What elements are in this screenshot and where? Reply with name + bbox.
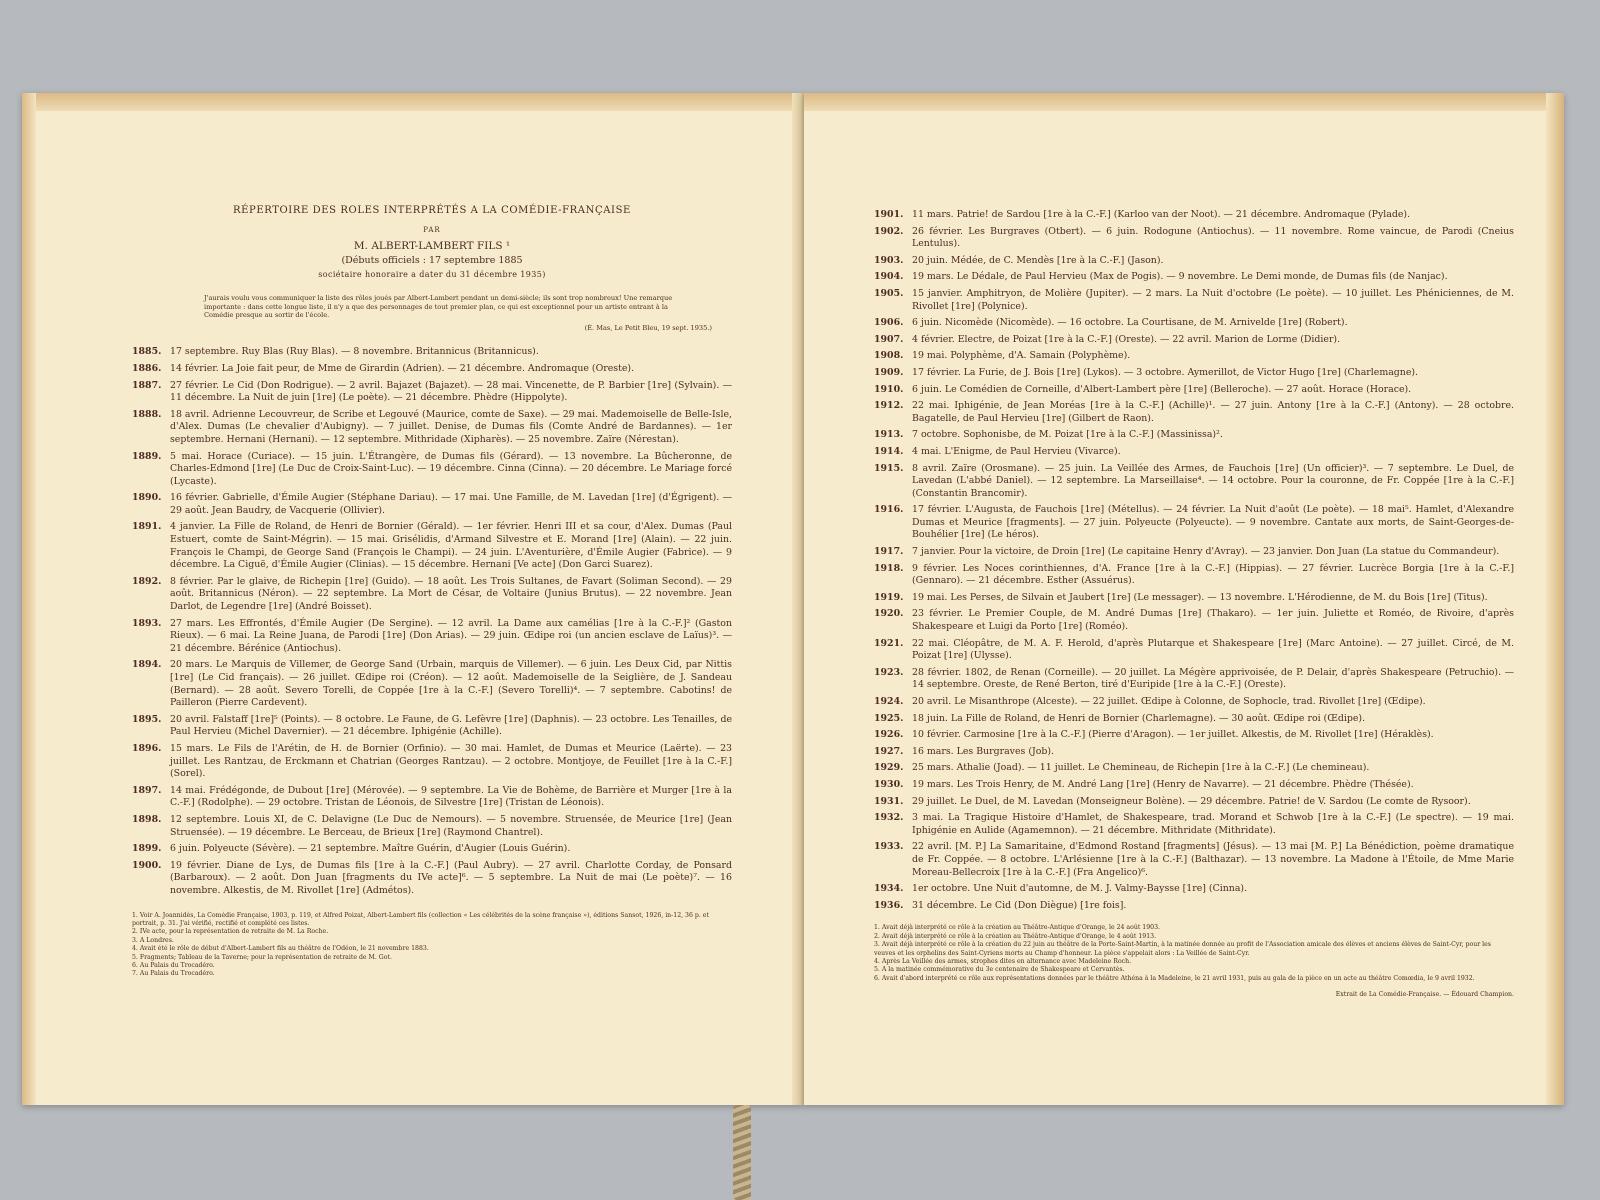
entry-year: 1886. bbox=[132, 362, 162, 374]
year-entry bbox=[132, 843, 732, 856]
right-page-content bbox=[874, 209, 1514, 1008]
year-entry bbox=[874, 334, 1514, 347]
debut-line: (Débuts officiels : 17 septembre 1885 bbox=[341, 254, 523, 266]
entry-year: 1895. bbox=[132, 713, 162, 725]
page-title: RÉPERTOIRE DES ROLES INTERPRÉTÉS A LA COMÉDIE-FRANÇAISE bbox=[233, 205, 631, 216]
year-entry bbox=[874, 608, 1514, 633]
entry-text: 9 février. Les Noces corinthiennes, d'A. France [1re à la C.-F.] (Hippias). — 27 février. Lucrèce Borgia [1re à la C.-F.] (Gennaro). — 21 décembre. Esther (Assuérus). bbox=[912, 562, 1514, 587]
year-entry bbox=[874, 779, 1514, 792]
entry-year: 1924. bbox=[874, 696, 904, 707]
entry-year: 1915. bbox=[874, 462, 904, 474]
entry-text: 4 janvier. La Fille de Roland, de Henri de Bornier (Gérald). — 1er février. Henri III et sa cour, d'Alex. Dumas (Paul Estuert, comte de Saint-Mégrin). — 15 mai. Grisélidis, d'Armand Silvestre et E. Morand [1re] (Alain). — 22 juin. François le Champi, de George Sand (François le Champi). — 24 juin. L'Aventurière, d'Émile Augier (Fabrice). — 9 décembre. La Ciguë, d'Émile Augier (Clinias). — 15 décembre. Hernani [Ve acte] (Don Garci Suarez). bbox=[170, 521, 732, 571]
entry-year: 1903. bbox=[874, 254, 904, 266]
year-entry bbox=[132, 714, 732, 739]
epigraph-quote: J'aurais voulu vous communiquer la liste des rôles joués par Albert-Lambert pendant un demi-siècle; ils sont trop nombreux! Une remarque importante : dans cette longue liste, il n'y a que des personnages de tout premier plan, ce qui est exceptionnel pour un artiste entrant à la Comédie presque au sortir de l'école. bbox=[204, 293, 673, 320]
entry-text: 18 avril. Adrienne Lecouvreur, de Scribe et Legouvé (Maurice, comte de Saxe). — 29 mai. Mademoiselle de Belle-Isle, d'Alex. Dumas (Le chevalier d'Aubigny). — 7 juillet. Denise, de Dumas fils (Comte André de Bardannes). — 1er septembre. Hernani (Hernani). — 12 septembre. Mithridade (Xipharès). — 25 novembre. Zaïre (Nérestan). bbox=[170, 408, 732, 445]
entry-text: 4 mai. L'Enigme, de Paul Hervieu (Vivarce). bbox=[912, 445, 1121, 457]
year-entry bbox=[132, 576, 732, 614]
entry-text: 31 décembre. Le Cid (Don Diègue) [1re fois]. bbox=[912, 899, 1127, 911]
footnote: 6. Avait d'abord interprété ce rôle aux représentations données par le théâtre Athéna à la Madeleine, le 21 avril 1931, puis au gala de la pièce en un acte au théâtre Comœdia, le 9 avril 1932. bbox=[874, 974, 1475, 982]
entry-text: 11 mars. Patrie! de Sardou [1re à la C.-F.] (Karloo van der Noot). — 21 décembre. Andromaque (Pylade). bbox=[912, 209, 1411, 220]
footnote: 2. IVe acte, pour la représentation de retraite de M. La Roche. bbox=[132, 928, 329, 936]
entry-text: 3 mai. La Tragique Histoire d'Hamlet, de Shakespeare, trad. Morand et Schwob [1re à la C.-F.] (Le spectre). — 19 mai. Iphigénie en Aulide (Agamemnon). — 21 décembre. Mithridate (Mithridate). bbox=[912, 812, 1514, 836]
entry-year: 1885. bbox=[132, 346, 162, 358]
entry-text: 15 mars. Le Fils de l'Arétin, de H. de Bornier (Orfinio). — 30 mai. Hamlet, de Dumas et Meurice (Laërte). — 23 juillet. Les Rantzau, de Erckmann et Chatrian (Georges Rantzau). — 2 octobre. Montjoye, de Feuillet [1re à la C.-F.] (Sorel). bbox=[170, 742, 732, 780]
year-entry bbox=[874, 883, 1514, 896]
entry-year: 1916. bbox=[874, 504, 904, 516]
year-entry bbox=[132, 785, 732, 810]
entry-text: 27 mars. Les Effrontés, d'Émile Augier (De Sergine). — 12 avril. La Dame aux camélias [1re à la C.-F.]² (Gaston Rieux). — 6 mai. La Reine Juana, de Parodi [1re] (Don Arias). — 29 juin. Œdipe roi (un ancien esclave de Laïus)³. — 21 décembre. Bérénice (Antiochus). bbox=[170, 617, 732, 654]
entry-year: 1899. bbox=[132, 843, 162, 855]
entry-year: 1919. bbox=[874, 591, 904, 603]
left-entry-list bbox=[132, 346, 732, 897]
entry-text: 16 février. Gabrielle, d'Émile Augier (Stéphane Dariau). — 17 mai. Une Famille, de M. Lavedan [1re] (d'Égrigent). — 29 août. Jean Baudry, de Vacquerie (Ollivier). bbox=[170, 492, 732, 516]
entry-text: 18 juin. La Fille de Roland, de Henri de Bornier (Charlemagne). — 30 août. Œdipe roi (Œdipe). bbox=[912, 712, 1366, 724]
entry-text: 19 mars. Les Trois Henry, de M. André Lang [1re] (Henry de Navarre). — 21 décembre. Phèdre (Thésée). bbox=[912, 778, 1414, 790]
year-entry bbox=[874, 841, 1514, 879]
bookmark-ribbon bbox=[733, 1105, 751, 1200]
entry-text: 12 septembre. Louis XI, de C. Delavigne (Le Duc de Nemours). — 5 novembre. Struensée, de Meurice [1re] (Jean Struensée). — 19 décembre. Le Berceau, de Brieux [1re] (Raymond Chantrel). bbox=[170, 813, 732, 838]
footnote: 1. Voir A. Joannidès, La Comédie Française, 1903, p. 119, et Alfred Poizat, Albert-Lambert fils (collection « Les célébrités de la scène française »), éditions Sansot, 1926, in-12, 36 p. et portrait, p. 31. J'ai vérifié, rectifié et complété ces listes. bbox=[132, 911, 709, 927]
source-credit: Extrait de La Comédie-Française. — Édouard Champion. bbox=[1335, 991, 1514, 999]
entry-text: 8 février. Par le glaive, de Richepin [1re] (Guido). — 18 août. Les Trois Sultanes, de Favart (Soliman Second). — 29 août. Britannicus (Néron). — 22 septembre. La Mort de César, de Voltaire (Junius Brutus). — 22 novembre. Jean Darlot, de Legendre [1re] (André Boisset). bbox=[170, 575, 732, 613]
entry-text: 19 mars. Le Dédale, de Paul Hervieu (Max de Pogis). — 9 novembre. Le Demi monde, de Dumas fils (de Nanjac). bbox=[912, 271, 1448, 283]
entry-text: 20 avril. Le Misanthrope (Alceste). — 22 juillet. Œdipe à Colonne, de Sophocle, trad. Rivollet [1re] (Œdipe). bbox=[912, 696, 1426, 707]
entry-year: 1906. bbox=[874, 317, 904, 329]
author-name: M. ALBERT-LAMBERT FILS ¹ bbox=[353, 240, 511, 253]
entry-text: 19 mai. Les Perses, de Silvain et Jaubert [1re] (Le messager). — 13 novembre. L'Hérodienne, de M. du Bois [1re] (Titus). bbox=[912, 591, 1488, 603]
page-edge-top bbox=[804, 93, 1564, 111]
entry-year: 1901. bbox=[874, 209, 904, 220]
footnote: 4. Après La Veillée des armes, strophes dites en alternance avec Madeleine Roch. bbox=[874, 957, 1132, 965]
entry-text: 19 février. Diane de Lys, de Dumas fils [1re à la C.-F.] (Paul Aubry). — 27 avril. Charlotte Corday, de Ponsard (Barbaroux). — 2 août. Don Juan [fragments du IVe acte]⁶. — 5 septembre. La Nuit de mai (Le poète)⁷. — 16 novembre. Alkestis, de M. Rivollet [1re] (Admétos). bbox=[170, 859, 732, 896]
year-entry bbox=[874, 255, 1514, 268]
left-page bbox=[22, 93, 803, 1105]
year-entry bbox=[132, 860, 732, 898]
year-entry bbox=[874, 796, 1514, 809]
year-entry bbox=[874, 900, 1514, 913]
year-entry bbox=[132, 380, 732, 405]
entry-text: 1er octobre. Une Nuit d'automne, de M. J. Valmy-Baysse [1re] (Cinna). bbox=[912, 883, 1248, 895]
right-entry-list bbox=[874, 209, 1514, 912]
right-page bbox=[804, 93, 1564, 1105]
page-edge-top bbox=[22, 93, 802, 111]
entry-text: 26 février. Les Burgraves (Otbert). — 6 juin. Rodogune (Antiochus). — 11 novembre. Rome vaincue, de Parodi (Cneius Lentulus). bbox=[912, 225, 1514, 250]
year-entry bbox=[874, 446, 1514, 459]
entry-text: 22 mai. Cléopâtre, de M. A. F. Herold, d'après Plutarque et Shakespeare [1re] (Marc Antoine). — 27 juillet. Circé, de M. Poizat [1re] (Ulysse). bbox=[912, 637, 1514, 662]
entry-year: 1920. bbox=[874, 608, 904, 620]
year-entry bbox=[874, 463, 1514, 501]
year-entry bbox=[132, 521, 732, 571]
footnote: 1. Avait déjà interprété ce rôle à la création au Théâtre-Antique d'Orange, le 24 août 1903. bbox=[874, 924, 1160, 932]
entry-year: 1898. bbox=[132, 813, 162, 825]
entry-year: 1889. bbox=[132, 450, 162, 462]
entry-year: 1910. bbox=[874, 383, 904, 395]
year-entry bbox=[874, 762, 1514, 775]
footnote: 4. Avait été le rôle de début d'Albert-Lambert fils au théâtre de l'Odéon, le 21 novembre 1883. bbox=[132, 945, 429, 953]
year-entry bbox=[874, 696, 1514, 709]
entry-text: 4 février. Electre, de Poizat [1re à la C.-F.] (Oreste). — 22 avril. Marion de Lorme (Didier). bbox=[912, 333, 1341, 345]
entry-year: 1918. bbox=[874, 562, 904, 574]
year-entry bbox=[132, 659, 732, 709]
year-entry bbox=[132, 409, 732, 447]
entry-year: 1934. bbox=[874, 883, 904, 895]
entry-text: 22 avril. [M. P.] La Samaritaine, d'Edmond Rostand [fragments] (Jésus). — 13 mai [M. P.] La Bénédiction, poème dramatique de Fr. Coppée. — 8 octobre. L'Arlésienne [1re à la C.-F.] (Balthazar). — 13 novembre. La Madone à l'Étoile, de Mme Marie Moreau-Bellecroix [1re à la C.-F.] (Fra Angelico)⁶. bbox=[912, 841, 1514, 878]
entry-text: 14 février. La Joie fait peur, de Mme de Girardin (Adrien). — 21 décembre. Andromaque (Oreste). bbox=[170, 362, 635, 374]
page-edge-right bbox=[1546, 93, 1564, 1105]
year-entry bbox=[874, 317, 1514, 330]
entry-text: 27 février. Le Cid (Don Rodrigue). — 2 avril. Bajazet (Bajazet). — 28 mai. Vincenette, de P. Barbier [1re] (Sylvain). — 11 décembre. La Nuit de juin [1re] (Le poète). — 21 décembre. Phèdre (Hippolyte). bbox=[170, 379, 732, 404]
entry-text: 19 mai. Polyphème, d'A. Samain (Polyphème). bbox=[912, 350, 1131, 362]
entry-text: 6 juin. Polyeucte (Sévère). — 21 septembre. Maître Guérin, d'Augier (Louis Guérin). bbox=[170, 843, 571, 855]
entry-year: 1913. bbox=[874, 429, 904, 441]
entry-year: 1927. bbox=[874, 745, 904, 757]
footnote: 2. Avait déjà interprété ce rôle à la création au Théâtre-Antique d'Orange, le 4 août 1913. bbox=[874, 932, 1157, 940]
entry-year: 1931. bbox=[874, 795, 904, 807]
entry-text: 15 janvier. Amphitryon, de Molière (Jupiter). — 2 mars. La Nuit d'octobre (Le poète). — 10 juillet. Les Phéniciennes, de M. Rivollet [1re] (Polynice). bbox=[912, 287, 1514, 312]
entry-year: 1891. bbox=[132, 521, 162, 533]
entry-year: 1923. bbox=[874, 666, 904, 678]
footnote: 7. Au Palais du Trocadéro. bbox=[132, 970, 215, 978]
entry-year: 1929. bbox=[874, 762, 904, 774]
year-entry bbox=[874, 592, 1514, 605]
entry-text: 7 octobre. Sophonisbe, de M. Poizat [1re à la C.-F.] (Massinissa)². bbox=[912, 429, 1223, 441]
right-footnotes bbox=[874, 924, 1514, 983]
footnote: 5. Fragments; Tableau de la Taverne; pour la représentation de retraite de M. Got. bbox=[132, 953, 392, 961]
entry-text: 23 février. Le Premier Couple, de M. André Dumas [1re] (Thakaro). — 1er juin. Juliette et Roméo, de Rivoire, d'après Shakespeare et Luigi da Porto [1re] (Roméo). bbox=[912, 608, 1514, 633]
entry-year: 1926. bbox=[874, 729, 904, 741]
footnote: 3. A Londres. bbox=[132, 936, 174, 944]
entry-year: 1930. bbox=[874, 778, 904, 790]
footnote: 3. Avait déjà interprété ce rôle à la création du 22 juin au théâtre de la Porte-Saint-Martin, à la matinée donnée au profit de l'Association amicale des élèves et anciens élèves de Saint-Cyr, pour les veuves et les orphelins des Saint-Cyriens morts au Champ d'honneur. La pièce s'appelait alors : La Veillée de Saint-Cyr. bbox=[874, 941, 1491, 957]
entry-text: 25 mars. Athalie (Joad). — 11 juillet. Le Chemineau, de Richepin [1re à la C.-F.] (Le chemineau). bbox=[912, 762, 1370, 774]
year-entry bbox=[874, 713, 1514, 726]
entry-year: 1887. bbox=[132, 379, 162, 391]
entry-year: 1902. bbox=[874, 225, 904, 237]
entry-text: 10 février. Carmosine [1re à la C.-F.] (Pierre d'Aragon). — 1er juillet. Alkestis, de M. Rivollet [1re] (Héraklès). bbox=[912, 729, 1434, 741]
year-entry bbox=[132, 618, 732, 656]
year-entry bbox=[874, 226, 1514, 251]
year-entry bbox=[874, 288, 1514, 313]
year-entry bbox=[132, 451, 732, 489]
entry-text: 29 juillet. Le Duel, de M. Lavedan (Monseigneur Bolène). — 29 décembre. Patrie! de V. Sardou (Le comte de Rysoor). bbox=[912, 795, 1471, 807]
entry-year: 1905. bbox=[874, 287, 904, 299]
entry-text: 17 février. La Furie, de J. Bois [1re] (Lykos). — 3 octobre. Aymerillot, de Victor Hugo [1re] (Charlemagne). bbox=[912, 366, 1419, 378]
entry-text: 5 mai. Horace (Curiace). — 15 juin. L'Étrangère, de Dumas fils (Gérard). — 13 novembre. La Bûcheronne, de Charles-Edmond [1re] (Le Duc de Croix-Saint-Luc). — 19 décembre. Cinna (Cinna). — 20 décembre. Le Mariage forcé (Lycaste). bbox=[170, 450, 732, 487]
year-entry bbox=[874, 812, 1514, 837]
entry-year: 1900. bbox=[132, 859, 162, 871]
year-entry bbox=[874, 429, 1514, 442]
entry-year: 1933. bbox=[874, 841, 904, 853]
year-entry bbox=[874, 271, 1514, 284]
year-entry bbox=[874, 400, 1514, 425]
entry-text: 8 avril. Zaïre (Orosmane). — 25 juin. La Veillée des Armes, de Fauchois [1re] (Un officier)³. — 7 septembre. Le Duel, de Lavedan (L'abbé Daniel). — 12 septembre. La Marseillaise⁴. — 14 octobre. Pour la couronne, de Fr. Coppée [1re à la C.-F.] (Constantin Brancomir). bbox=[912, 462, 1514, 499]
entry-year: 1917. bbox=[874, 546, 904, 558]
societaire-line: sociétaire honoraire a dater du 31 décembre 1935) bbox=[318, 270, 546, 280]
year-entry bbox=[132, 814, 732, 839]
entry-text: 17 septembre. Ruy Blas (Ruy Blas). — 8 novembre. Britannicus (Britannicus). bbox=[170, 346, 539, 358]
year-entry bbox=[874, 546, 1514, 559]
year-entry bbox=[874, 367, 1514, 380]
entry-text: 6 juin. Nicomède (Nicomède). — 16 octobre. La Courtisane, de M. Arnivelde [1re] (Robert). bbox=[912, 317, 1348, 329]
entry-year: 1890. bbox=[132, 492, 162, 504]
entry-year: 1907. bbox=[874, 333, 904, 345]
entry-year: 1908. bbox=[874, 350, 904, 362]
year-entry bbox=[874, 209, 1514, 222]
footnote: 5. A la matinée commémorative du 3e centenaire de Shakespeare et Cervantès. bbox=[874, 966, 1125, 974]
left-page-content bbox=[132, 205, 732, 979]
entry-text: 22 mai. Iphigénie, de Jean Moréas [1re à la C.-F.] (Achille)¹. — 27 juin. Antony [1re à la C.-F.] (Antony). — 28 octobre. Bagatelle, de Paul Hervieu [1re] (Gilbert de Raon). bbox=[912, 400, 1514, 424]
epigraph-source: (É. Mas, Le Petit Bleu, 19 sept. 1935.) bbox=[584, 323, 712, 332]
entry-year: 1893. bbox=[132, 617, 162, 629]
entry-year: 1925. bbox=[874, 712, 904, 724]
entry-text: 20 mars. Le Marquis de Villemer, de George Sand (Urbain, marquis de Villemer). — 6 juin. Les Deux Cid, par Nittis [1re] (Le Cid français). — 26 juillet. Œdipe roi (Créon). — 12 août. Mademoiselle de la Seiglière, de J. Sandeau (Bernard). — 28 août. Severo Torelli, de Coppée [1re à la C.-F.] (Severo Torelli)⁴. — 7 septembre. Cabotins! de Pailleron (Pierre Cardevent). bbox=[170, 659, 732, 709]
entry-text: 6 juin. Le Comédien de Corneille, d'Albert-Lambert père [1re] (Belleroche). — 27 août. Horace (Horace). bbox=[912, 383, 1412, 395]
year-entry bbox=[874, 504, 1514, 542]
footnote: 6. Au Palais du Trocadéro. bbox=[132, 961, 215, 969]
year-entry bbox=[874, 667, 1514, 692]
entry-year: 1912. bbox=[874, 400, 904, 412]
entry-year: 1894. bbox=[132, 659, 162, 671]
year-entry bbox=[874, 638, 1514, 663]
year-entry bbox=[874, 384, 1514, 397]
entry-text: 7 janvier. Pour la victoire, de Droin [1re] (Le capitaine Henry d'Avray). — 23 janvier. Don Juan (La statue du Commandeur). bbox=[912, 546, 1500, 558]
entry-text: 20 avril. Falstaff [1re]⁵ (Points). — 8 octobre. Le Faune, de G. Lefèvre [1re] (Daphnis). — 23 octobre. Les Tenailles, de Paul Hervieu (Michel Davernier). — 21 décembre. Iphigénie (Achille). bbox=[170, 713, 732, 738]
page-edge-left bbox=[22, 93, 36, 1105]
entry-year: 1904. bbox=[874, 271, 904, 283]
year-entry bbox=[132, 492, 732, 517]
left-footnotes bbox=[132, 912, 732, 979]
year-entry bbox=[132, 743, 732, 781]
entry-text: 28 février. 1802, de Renan (Corneille). — 20 juillet. La Mégère apprivoisée, de P. Delair, d'après Shakespeare (Petruchio). — 14 septembre. Oreste, de René Berton, tiré d'Euripide [1re à la C.-F.] (Oreste). bbox=[912, 666, 1514, 691]
entry-year: 1914. bbox=[874, 445, 904, 457]
entry-year: 1892. bbox=[132, 575, 162, 587]
year-entry bbox=[874, 746, 1514, 759]
year-entry bbox=[874, 563, 1514, 588]
entry-text: 20 juin. Médée, de C. Mendès [1re à la C.-F.] (Jason). bbox=[912, 254, 1164, 266]
entry-year: 1896. bbox=[132, 742, 162, 754]
year-entry bbox=[132, 346, 732, 359]
entry-year: 1932. bbox=[874, 812, 904, 824]
year-entry bbox=[874, 729, 1514, 742]
year-entry bbox=[874, 350, 1514, 363]
year-entry bbox=[132, 363, 732, 376]
par-label: PAR bbox=[423, 225, 441, 234]
entry-text: 17 février. L'Augusta, de Fauchois [1re] (Métellus). — 24 février. La Nuit d'août (Le poète). — 18 mai⁵. Hamlet, d'Alexandre Dumas et Meurice [fragments]. — 27 juin. Polyeucte (Polyeucte). — 9 novembre. Cantate aux morts, de Saint-Georges-de-Bouhélier [1re] (Le héros). bbox=[912, 504, 1514, 541]
entry-year: 1921. bbox=[874, 637, 904, 649]
entry-text: 14 mai. Frédégonde, de Dubout [1re] (Mérovée). — 9 septembre. La Vie de Bohème, de Barrière et Murger [1re à la C.-F.] (Rodolphe). — 29 octobre. Tristan de Léonois, de Silvestre [1re] (Tristan de Léonois). bbox=[170, 784, 732, 809]
entry-year: 1909. bbox=[874, 366, 904, 378]
entry-year: 1936. bbox=[874, 899, 904, 911]
entry-text: 16 mars. Les Burgraves (Job). bbox=[912, 745, 1055, 757]
entry-year: 1897. bbox=[132, 784, 162, 796]
entry-year: 1888. bbox=[132, 408, 162, 420]
